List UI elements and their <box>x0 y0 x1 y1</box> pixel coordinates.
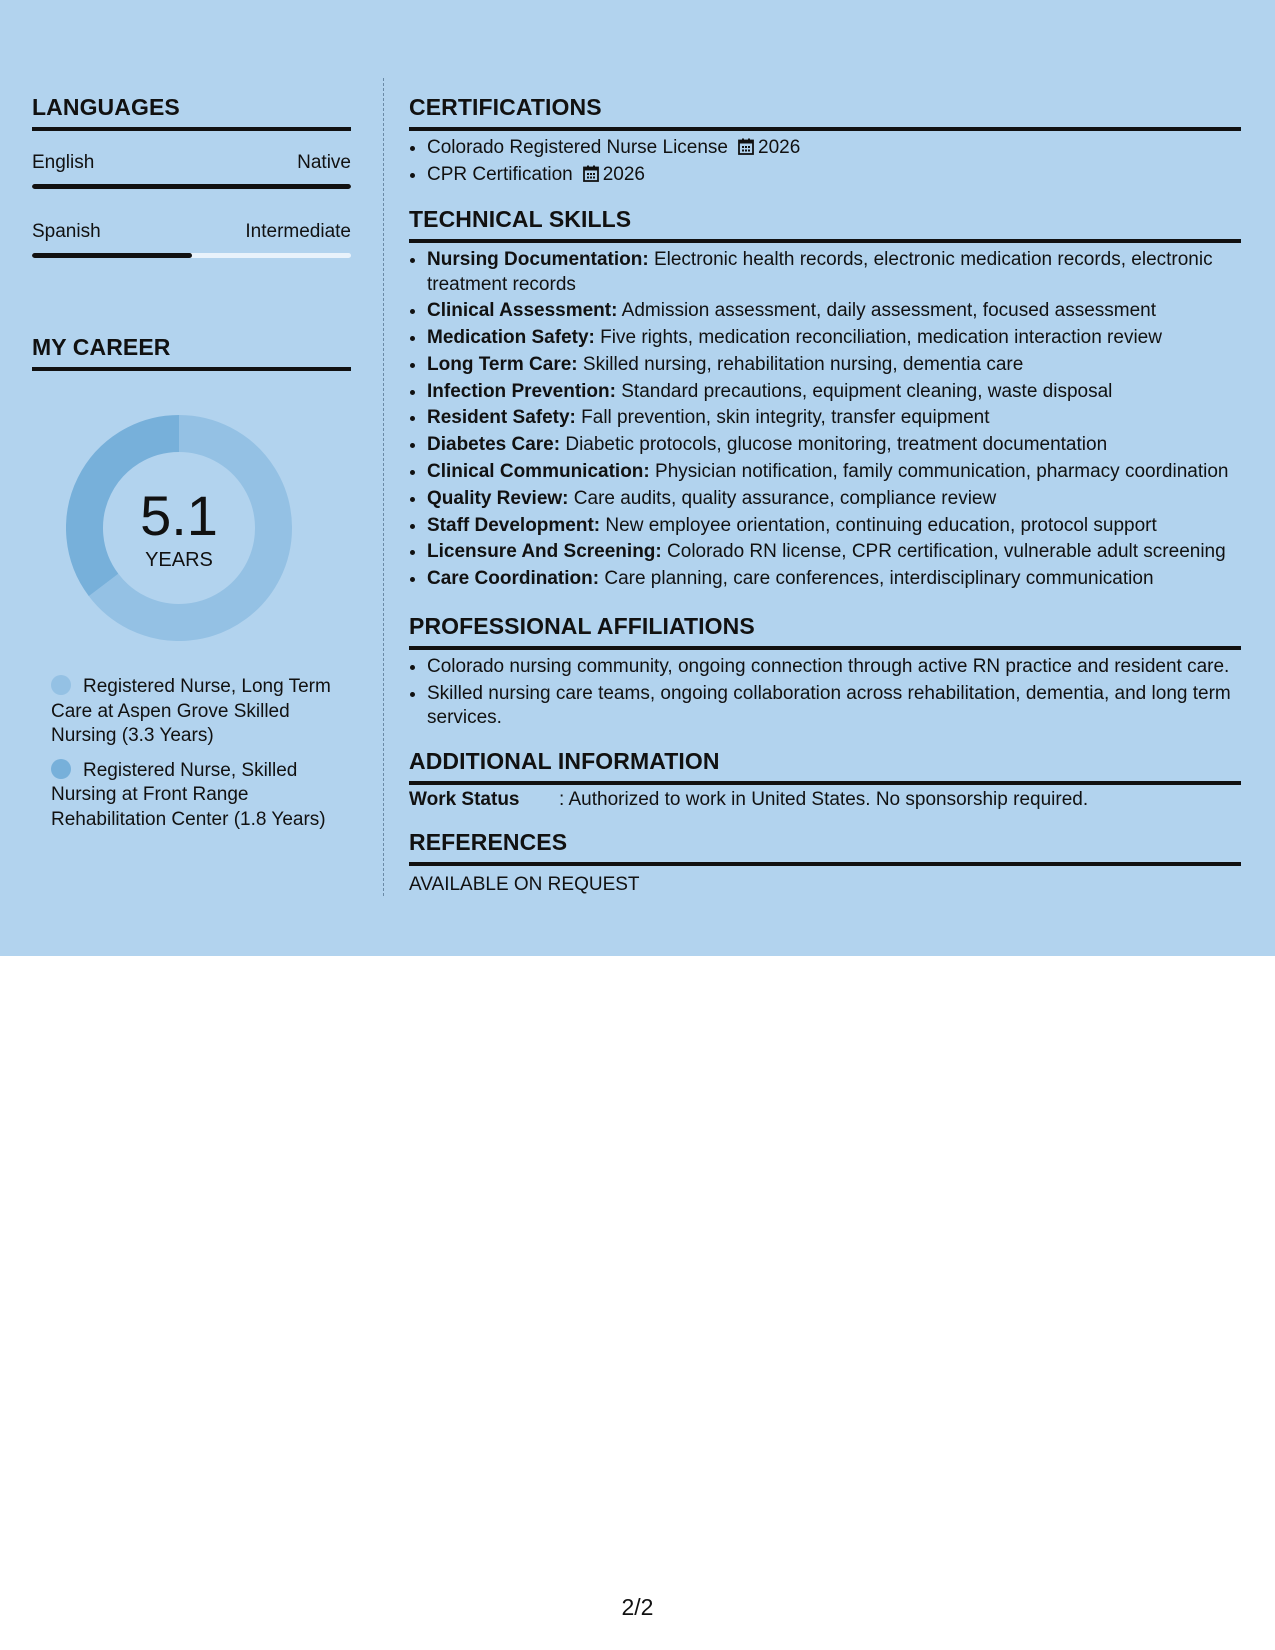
skill-item <box>427 299 1241 324</box>
language-row-english <box>32 152 351 174</box>
skill-text: Physician notification, family communication, pharmacy coordination <box>655 461 1229 483</box>
skill-item <box>427 353 1241 378</box>
skill-item <box>427 406 1241 431</box>
legend-dot-icon <box>51 759 71 779</box>
skill-item <box>427 487 1241 512</box>
technical-skills-list <box>409 248 1241 594</box>
career-job-label: Registered Nurse, Long Term Care at Aspen Grove Skilled Nursing (3.3 Years) <box>51 676 331 746</box>
technical-skills-heading: TECHNICAL SKILLS <box>409 206 1241 243</box>
calendar-icon <box>583 165 599 182</box>
work-status-value: : Authorized to work in United States. No sponsorship required. <box>559 789 1089 810</box>
skill-text: Standard precautions, equipment cleaning, waste disposal <box>621 380 1113 402</box>
page-number: 2/2 <box>621 1594 654 1620</box>
career-total-years: 5.1 <box>140 484 218 547</box>
career-legend <box>51 675 351 842</box>
language-name: Spanish <box>32 221 101 242</box>
career-legend-item <box>51 675 351 749</box>
language-level: Native <box>297 152 351 173</box>
skill-item <box>427 540 1241 565</box>
career-legend-item <box>51 759 351 833</box>
language-bar-spanish <box>32 253 351 258</box>
skill-label: Quality Review: <box>427 487 569 509</box>
language-name: English <box>32 152 95 173</box>
skill-label: Clinical Assessment: <box>427 300 618 322</box>
skill-label: Resident Safety: <box>427 407 576 429</box>
career-donut-chart <box>66 415 292 641</box>
skill-label: Nursing Documentation: <box>427 249 649 270</box>
certification-year: 2026 <box>602 163 645 185</box>
career-job-label: Registered Nurse, Skilled Nursing at Front Range Rehabilitation Center (1.8 Years) <box>51 759 326 830</box>
references-text: AVAILABLE ON REQUEST <box>409 874 640 895</box>
skill-text: Five rights, medication reconciliation, medication interaction review <box>600 327 1162 349</box>
language-bar-fill <box>32 184 351 189</box>
language-level: Intermediate <box>245 221 351 242</box>
skill-item <box>427 326 1241 351</box>
skill-text: Care planning, care conferences, interdisciplinary communication <box>604 568 1154 590</box>
legend-dot-icon <box>51 675 71 695</box>
additional-info-heading: ADDITIONAL INFORMATION <box>409 748 1241 785</box>
skill-text: New employee orientation, continuing education, protocol support <box>605 514 1157 536</box>
certification-name: CPR Certification <box>427 163 573 185</box>
skill-item <box>427 433 1241 458</box>
certification-item <box>427 136 1241 161</box>
languages-heading: LANGUAGES <box>32 94 351 131</box>
skill-label: Clinical Communication: <box>427 461 650 483</box>
skill-text: Diabetic protocols, glucose monitoring, treatment documentation <box>565 434 1108 456</box>
skill-text: Skilled nursing, rehabilitation nursing, dementia care <box>582 353 1024 375</box>
career-total-unit: YEARS <box>145 549 213 571</box>
skill-label: Licensure And Screening: <box>427 541 662 563</box>
certification-year: 2026 <box>758 137 801 158</box>
references-heading: REFERENCES <box>409 829 1241 866</box>
skill-label: Diabetes Care: <box>427 434 561 456</box>
skill-text: Fall prevention, skin integrity, transfer equipment <box>581 407 990 429</box>
career-donut-center <box>66 415 292 641</box>
certification-item <box>427 163 1241 188</box>
skill-text: Admission assessment, daily assessment, focused assessment <box>621 300 1157 322</box>
skill-label: Infection Prevention: <box>427 380 616 402</box>
language-row-spanish <box>32 221 351 243</box>
calendar-icon <box>738 138 754 155</box>
skill-text: Electronic health records, electronic medication records, electronic treatment records <box>427 249 1213 295</box>
skill-item <box>427 567 1241 592</box>
skill-label: Long Term Care: <box>427 353 578 375</box>
work-status-label: Work Status <box>409 789 520 810</box>
affiliations-heading: PROFESSIONAL AFFILIATIONS <box>409 613 1241 650</box>
language-bar-fill <box>32 253 192 258</box>
work-status-row <box>409 789 1088 811</box>
skill-label: Medication Safety: <box>427 327 595 349</box>
skill-item <box>427 514 1241 539</box>
certifications-list <box>409 136 1241 190</box>
language-bar-english <box>32 184 351 189</box>
skill-text: Colorado RN license, CPR certification, vulnerable adult screening <box>667 541 1226 563</box>
affiliation-item: • Skilled nursing care teams, ongoing collaboration across rehabilitation, dementia, and long term services. <box>427 682 1241 731</box>
column-divider <box>383 78 384 896</box>
career-heading: MY CAREER <box>32 334 351 371</box>
affiliations-list <box>409 655 1241 733</box>
skill-item <box>427 248 1241 297</box>
certifications-heading: CERTIFICATIONS <box>409 94 1241 131</box>
skill-label: Care Coordination: <box>427 568 600 590</box>
skill-item <box>427 460 1241 485</box>
skill-label: Staff Development: <box>427 514 601 536</box>
skill-text: Care audits, quality assurance, compliance review <box>573 487 997 509</box>
affiliation-item: • Colorado nursing community, ongoing connection through active RN practice and resident care. <box>427 655 1241 680</box>
skill-item <box>427 380 1241 405</box>
certification-name: Colorado Registered Nurse License <box>427 137 728 158</box>
